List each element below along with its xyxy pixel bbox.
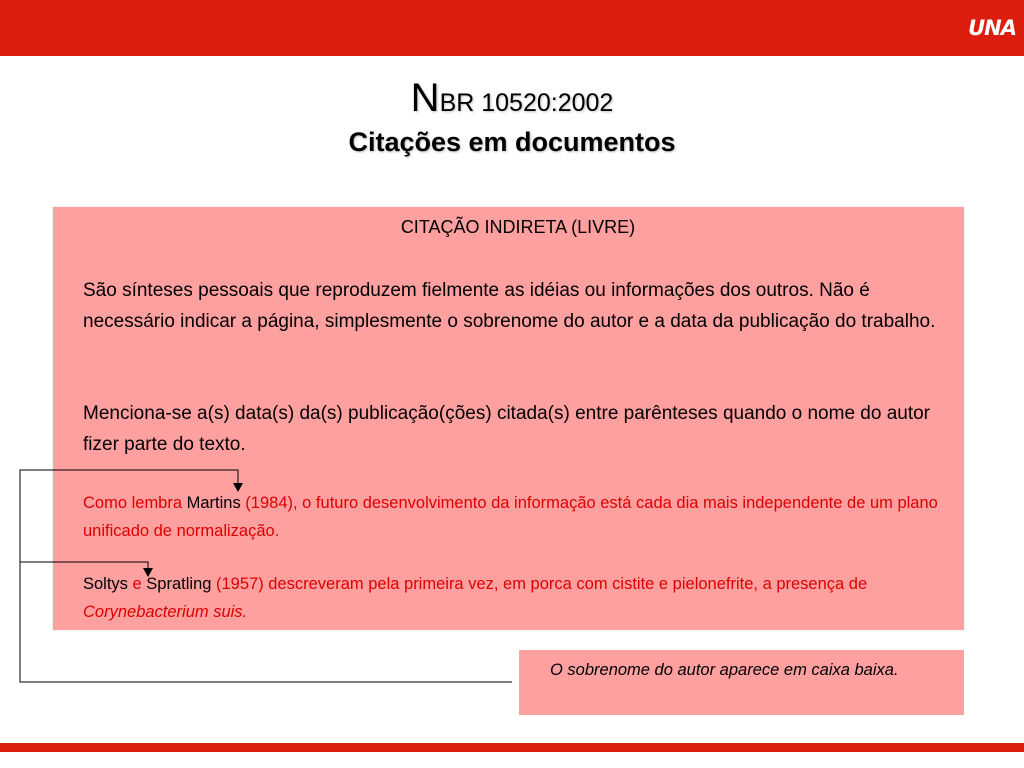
bottom-banner (0, 743, 1024, 752)
connector-main-line (20, 470, 512, 682)
arrowhead-martins (233, 483, 243, 492)
connector-soltys-line (20, 562, 148, 571)
example2-conj: e (127, 575, 147, 593)
note-box (519, 650, 964, 715)
arrowhead-soltys (143, 568, 153, 577)
example2-rest: (1957) descreveram pela primeira vez, em porca com cistite e pielonefrite, a presença de (211, 575, 868, 593)
example1-author: Martins (186, 494, 241, 512)
title-rest: BR 10520:2002 (439, 89, 614, 117)
paragraph-rule: Menciona-se a(s) data(s) da(s) publicação(ções) citada(s) entre parênteses quando o nome do autor fizer parte do texto. (83, 403, 931, 455)
example2-author1: Soltys (83, 575, 128, 593)
paragraph-definition: São sínteses pessoais que reproduzem fielmente as idéias ou informações dos outros. Não é necessário indicar a página, simplesmente o sobrenome do autor e a data da publicação do trabalho. (83, 280, 936, 332)
example2-author2: Spratling (146, 575, 212, 593)
panel-heading: CITAÇÃO INDIRETA (LIVRE) (400, 217, 636, 237)
una-logo: UNA (968, 16, 1016, 40)
example2-species: Corynebacterium suis. (83, 603, 248, 621)
note-text: O sobrenome do autor aparece em caixa baixa. (550, 661, 899, 679)
example1-prefix: Como lembra (83, 494, 187, 512)
example1-rest: (1984), o futuro desenvolvimento da informação está cada dia mais independente de um plano unificado de normalização. (83, 494, 938, 540)
title-subtitle: Citações em documentos (348, 127, 676, 157)
title-initial: N (410, 76, 440, 120)
